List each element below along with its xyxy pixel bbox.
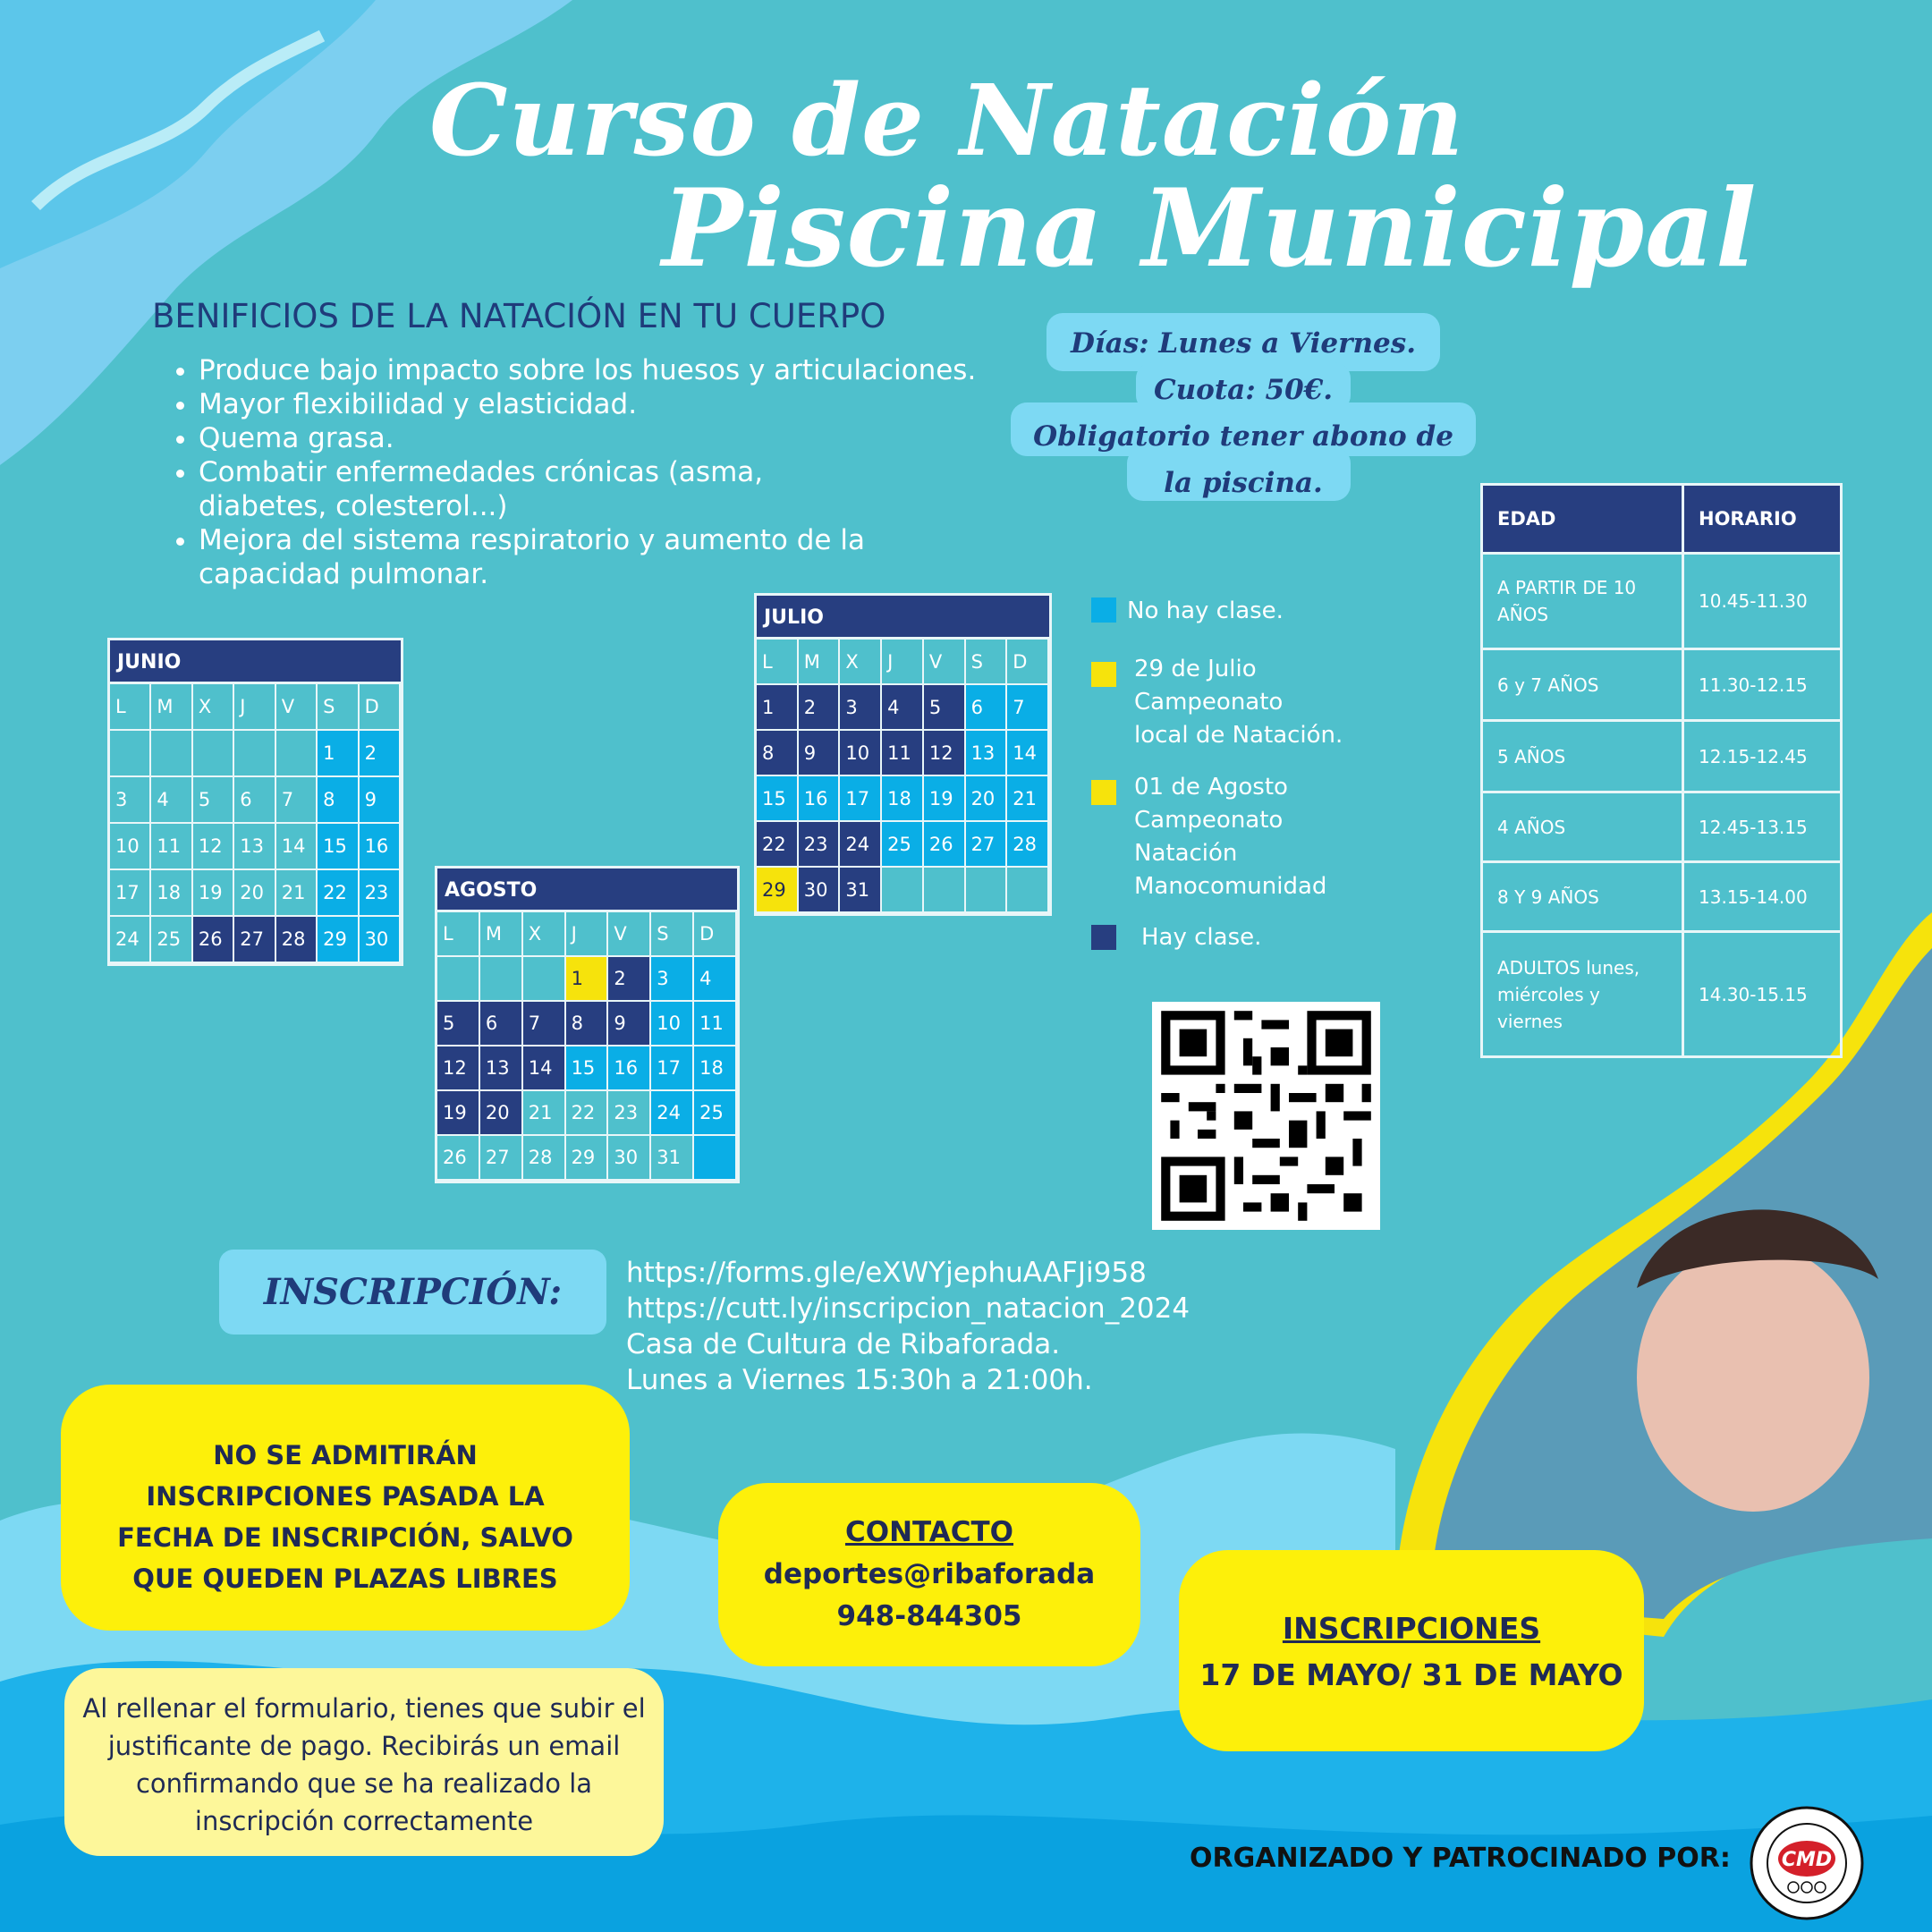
cmd-logo bbox=[1749, 1805, 1865, 1921]
calendar-day: 19 bbox=[437, 1091, 480, 1136]
inscription-link-cutt[interactable]: https://cutt.ly/inscripcion_natacion_2024 bbox=[626, 1292, 1191, 1325]
schedule-row bbox=[1482, 932, 1842, 1057]
calendar-day: 18 bbox=[151, 870, 192, 917]
benefit-item: • Combatir enfermedades crónicas (asma, diabetes, colesterol...) bbox=[199, 455, 771, 523]
inscription-place: Casa de Cultura de Ribaforada. bbox=[626, 1328, 1061, 1360]
calendar-grid bbox=[437, 912, 737, 1181]
calendar-day: 12 bbox=[924, 731, 966, 776]
schedule-time: 11.30-12.15 bbox=[1683, 649, 1842, 721]
schedule-row bbox=[1482, 792, 1842, 862]
schedule-age: 5 AÑOS bbox=[1482, 721, 1683, 792]
calendar-day: 2 bbox=[799, 685, 841, 731]
benefits-heading: BENIFICIOS DE LA NATACIÓN EN TU CUERPO bbox=[152, 297, 886, 335]
calendar-day: 24 bbox=[651, 1091, 694, 1136]
benefit-item: • Mayor flexibilidad y elasticidad. bbox=[199, 387, 1030, 421]
schedule-row bbox=[1482, 721, 1842, 792]
calendar-grid bbox=[757, 640, 1049, 913]
calendar-day: 26 bbox=[924, 822, 966, 868]
calendar-day: 20 bbox=[966, 776, 1008, 822]
calendar-day: 23 bbox=[799, 822, 841, 868]
calendar-day: 21 bbox=[276, 870, 318, 917]
requirement-text: la piscina. bbox=[1164, 467, 1323, 499]
calendar-day: 27 bbox=[480, 1136, 523, 1181]
legend-event2-line: Manocomunidad bbox=[1134, 873, 1327, 900]
calendar-empty-cell bbox=[480, 957, 523, 1002]
legend-event1-line: Campeonato bbox=[1134, 689, 1284, 716]
calendar-day: 11 bbox=[151, 824, 192, 870]
calendar-month-name: JUNIO bbox=[110, 640, 401, 684]
calendar-day: 5 bbox=[924, 685, 966, 731]
swimmer-face bbox=[1637, 1243, 1869, 1512]
calendar-day: 12 bbox=[437, 1046, 480, 1091]
calendar-month-name: JULIO bbox=[757, 596, 1049, 640]
calendar-day: 25 bbox=[882, 822, 924, 868]
calendar-day: 2 bbox=[608, 957, 651, 1002]
calendar-day: 7 bbox=[276, 777, 318, 824]
calendar-empty-cell bbox=[151, 731, 192, 777]
calendar-day: 7 bbox=[523, 1002, 566, 1046]
calendar-day: 16 bbox=[799, 776, 841, 822]
calendar-day-header: S bbox=[966, 640, 1008, 685]
calendar-day: 8 bbox=[318, 777, 359, 824]
legend-event1-date: 29 de Julio bbox=[1134, 656, 1257, 682]
calendar-day: 26 bbox=[437, 1136, 480, 1181]
calendar-day-header: X bbox=[193, 684, 234, 731]
calendar-day: 1 bbox=[757, 685, 799, 731]
info-text bbox=[1011, 320, 1476, 506]
calendar-day-header: J bbox=[234, 684, 275, 731]
calendar-day: 22 bbox=[757, 822, 799, 868]
calendar-day: 6 bbox=[480, 1002, 523, 1046]
schedule-time: 14.30-15.15 bbox=[1683, 932, 1842, 1057]
inscription-label: INSCRIPCIÓN: bbox=[263, 1271, 563, 1313]
contact-phone[interactable]: 948-844305 bbox=[836, 1600, 1022, 1632]
calendar-day: 31 bbox=[840, 868, 882, 913]
cmd-logo-text: CMD bbox=[1781, 1849, 1833, 1871]
calendar-empty-cell bbox=[924, 868, 966, 913]
schedule-time: 12.15-12.45 bbox=[1683, 721, 1842, 792]
benefit-item: • Produce bajo impacto sobre los huesos y articulaciones. bbox=[199, 353, 1030, 387]
calendar-empty-cell bbox=[694, 1136, 737, 1181]
schedule-header-age: EDAD bbox=[1482, 485, 1683, 554]
calendar-day: 17 bbox=[651, 1046, 694, 1091]
calendar-day: 12 bbox=[193, 824, 234, 870]
calendar-day: 3 bbox=[110, 777, 151, 824]
legend-event2-date: 01 de Agosto bbox=[1134, 774, 1288, 801]
calendar-day: 8 bbox=[757, 731, 799, 776]
calendar-day: 5 bbox=[437, 1002, 480, 1046]
calendar-day: 3 bbox=[840, 685, 882, 731]
legend-event2-swatch bbox=[1091, 780, 1116, 805]
calendar-day-header: X bbox=[523, 912, 566, 957]
calendar-day: 11 bbox=[882, 731, 924, 776]
calendar-day: 20 bbox=[234, 870, 275, 917]
schedule-row bbox=[1482, 554, 1842, 649]
calendar-empty-cell bbox=[966, 868, 1008, 913]
calendar-day: 18 bbox=[694, 1046, 737, 1091]
calendar-day: 26 bbox=[193, 917, 234, 963]
calendar-day: 30 bbox=[799, 868, 841, 913]
calendar-day: 17 bbox=[840, 776, 882, 822]
calendar-day: 6 bbox=[234, 777, 275, 824]
calendar-day-header: M bbox=[151, 684, 192, 731]
title-line-2: Piscina Municipal bbox=[662, 165, 1758, 292]
info-box bbox=[1011, 313, 1476, 505]
calendar-day: 5 bbox=[193, 777, 234, 824]
calendar-empty-cell bbox=[1007, 868, 1049, 913]
schedule-age: ADULTOS lunes, miércoles y viernes bbox=[1482, 932, 1683, 1057]
calendar-day: 22 bbox=[566, 1091, 609, 1136]
schedule-time: 10.45-11.30 bbox=[1683, 554, 1842, 649]
calendar-day: 4 bbox=[882, 685, 924, 731]
calendar-day: 8 bbox=[566, 1002, 609, 1046]
calendar-day: 3 bbox=[651, 957, 694, 1002]
calendar-day: 30 bbox=[608, 1136, 651, 1181]
legend-event1 bbox=[1134, 653, 1343, 752]
schedule-header-time: HORARIO bbox=[1683, 485, 1842, 554]
calendar-month-name: AGOSTO bbox=[437, 869, 737, 912]
calendar-day-header: D bbox=[1007, 640, 1049, 685]
calendar-day: 29 bbox=[757, 868, 799, 913]
title-line-1: Curso de Natación bbox=[429, 63, 1465, 178]
calendar-junio bbox=[107, 638, 403, 966]
requirement-text: Obligatorio tener abono de bbox=[1033, 420, 1453, 453]
schedule-time: 13.15-14.00 bbox=[1683, 862, 1842, 932]
warning-text: NO SE ADMITIRÁN INSCRIPCIONES PASADA LA FECHA DE INSCRIPCIÓN, SALVO QUE QUEDEN PLAZAS LIBRES bbox=[117, 1440, 573, 1594]
schedule-age: 4 AÑOS bbox=[1482, 792, 1683, 862]
calendar-day: 23 bbox=[360, 870, 401, 917]
calendar-day-header: J bbox=[882, 640, 924, 685]
calendar-day: 14 bbox=[523, 1046, 566, 1091]
calendar-day-header: S bbox=[651, 912, 694, 957]
calendar-day: 24 bbox=[110, 917, 151, 963]
calendar-day: 30 bbox=[360, 917, 401, 963]
calendar-day: 17 bbox=[110, 870, 151, 917]
calendar-day-header: L bbox=[437, 912, 480, 957]
calendar-day: 19 bbox=[924, 776, 966, 822]
schedule-age: 6 y 7 AÑOS bbox=[1482, 649, 1683, 721]
registration-dates-box bbox=[1179, 1550, 1644, 1751]
calendar-day: 22 bbox=[318, 870, 359, 917]
calendar-day: 18 bbox=[882, 776, 924, 822]
calendar-day: 28 bbox=[276, 917, 318, 963]
calendar-day: 11 bbox=[694, 1002, 737, 1046]
calendar-day-header: M bbox=[799, 640, 841, 685]
legend-class: Hay clase. bbox=[1141, 924, 1262, 951]
schedule-age: 8 Y 9 AÑOS bbox=[1482, 862, 1683, 932]
calendar-day-header: X bbox=[840, 640, 882, 685]
qr-code[interactable] bbox=[1152, 1002, 1380, 1230]
inscription-link-forms[interactable]: https://forms.gle/eXWYjephuAAFJi958 bbox=[626, 1257, 1147, 1289]
schedule-row bbox=[1482, 649, 1842, 721]
schedule-row bbox=[1482, 862, 1842, 932]
calendar-day-header: V bbox=[924, 640, 966, 685]
legend-event2 bbox=[1134, 771, 1326, 903]
calendar-empty-cell bbox=[437, 957, 480, 1002]
calendar-day: 15 bbox=[566, 1046, 609, 1091]
calendar-day-header: L bbox=[757, 640, 799, 685]
organizer-label: ORGANIZADO Y PATROCINADO POR: bbox=[1190, 1843, 1731, 1874]
contact-box bbox=[718, 1483, 1140, 1666]
calendar-day: 31 bbox=[651, 1136, 694, 1181]
legend-no-class: No hay clase. bbox=[1127, 597, 1284, 624]
calendar-day: 7 bbox=[1007, 685, 1049, 731]
contact-email[interactable]: deportes@ribaforada bbox=[763, 1558, 1096, 1590]
calendar-empty-cell bbox=[882, 868, 924, 913]
calendar-day: 28 bbox=[1007, 822, 1049, 868]
calendar-day: 28 bbox=[523, 1136, 566, 1181]
calendar-day: 19 bbox=[193, 870, 234, 917]
calendar-day-header: V bbox=[608, 912, 651, 957]
calendar-day-header: S bbox=[318, 684, 359, 731]
calendar-day: 13 bbox=[480, 1046, 523, 1091]
calendar-day: 13 bbox=[234, 824, 275, 870]
calendar-agosto bbox=[435, 866, 740, 1183]
calendar-day: 24 bbox=[840, 822, 882, 868]
payment-note-text: Al rellenar el formulario, tienes que subir el justificante de pago. Recibirás un email confirmando que se ha realizado la inscripción correctamente bbox=[82, 1693, 646, 1836]
calendar-day: 21 bbox=[523, 1091, 566, 1136]
calendar-day: 23 bbox=[608, 1091, 651, 1136]
calendar-day: 29 bbox=[566, 1136, 609, 1181]
calendar-grid bbox=[110, 684, 401, 963]
contact-heading: CONTACTO bbox=[844, 1516, 1014, 1548]
schedule-header-row bbox=[1482, 485, 1842, 554]
benefit-item: • Mejora del sistema respiratorio y aumento de la capacidad pulmonar. bbox=[199, 523, 914, 591]
calendar-julio bbox=[754, 593, 1052, 916]
calendar-day-header: D bbox=[360, 684, 401, 731]
calendar-day-header: D bbox=[694, 912, 737, 957]
calendar-empty-cell bbox=[523, 957, 566, 1002]
calendar-day: 4 bbox=[151, 777, 192, 824]
calendar-day: 1 bbox=[318, 731, 359, 777]
calendar-day: 14 bbox=[1007, 731, 1049, 776]
calendar-empty-cell bbox=[276, 731, 318, 777]
calendar-day: 9 bbox=[799, 731, 841, 776]
schedule-age: A PARTIR DE 10 AÑOS bbox=[1482, 554, 1683, 649]
legend-class-swatch bbox=[1091, 925, 1116, 950]
legend-event2-line: Campeonato bbox=[1134, 807, 1284, 834]
calendar-day-header: J bbox=[566, 912, 609, 957]
calendar-day: 15 bbox=[318, 824, 359, 870]
calendar-empty-cell bbox=[193, 731, 234, 777]
legend-no-class-swatch bbox=[1091, 597, 1116, 623]
calendar-day: 29 bbox=[318, 917, 359, 963]
calendar-empty-cell bbox=[110, 731, 151, 777]
benefit-item: • Quema grasa. bbox=[199, 421, 1030, 455]
calendar-day: 10 bbox=[110, 824, 151, 870]
calendar-day: 10 bbox=[651, 1002, 694, 1046]
calendar-day: 16 bbox=[608, 1046, 651, 1091]
registration-heading: INSCRIPCIONES bbox=[1282, 1611, 1541, 1646]
calendar-day: 25 bbox=[151, 917, 192, 963]
calendar-day: 1 bbox=[566, 957, 609, 1002]
calendar-empty-cell bbox=[234, 731, 275, 777]
calendar-day: 16 bbox=[360, 824, 401, 870]
calendar-day-header: L bbox=[110, 684, 151, 731]
calendar-day: 21 bbox=[1007, 776, 1049, 822]
inscription-hours: Lunes a Viernes 15:30h a 21:00h. bbox=[626, 1364, 1093, 1396]
calendar-day: 27 bbox=[966, 822, 1008, 868]
calendar-day: 2 bbox=[360, 731, 401, 777]
days-text: Días: Lunes a Viernes. bbox=[1070, 327, 1416, 360]
calendar-day: 14 bbox=[276, 824, 318, 870]
calendar-day: 13 bbox=[966, 731, 1008, 776]
calendar-day-header: V bbox=[276, 684, 318, 731]
benefits-list bbox=[161, 353, 1030, 591]
legend-event1-line: local de Natación. bbox=[1134, 722, 1343, 749]
calendar-day: 27 bbox=[234, 917, 275, 963]
calendar-day: 10 bbox=[840, 731, 882, 776]
fee-text: Cuota: 50€. bbox=[1153, 374, 1334, 406]
calendar-day: 9 bbox=[360, 777, 401, 824]
warning-box bbox=[61, 1385, 630, 1631]
legend-event2-line: Natación bbox=[1134, 840, 1238, 867]
legend-event1-swatch bbox=[1091, 662, 1116, 687]
schedule-table bbox=[1480, 483, 1843, 1058]
payment-note-box bbox=[64, 1668, 664, 1856]
calendar-day: 4 bbox=[694, 957, 737, 1002]
calendar-day: 20 bbox=[480, 1091, 523, 1136]
calendar-day: 9 bbox=[608, 1002, 651, 1046]
calendar-day: 25 bbox=[694, 1091, 737, 1136]
calendar-day: 6 bbox=[966, 685, 1008, 731]
registration-range: 17 DE MAYO/ 31 DE MAYO bbox=[1199, 1657, 1623, 1692]
calendar-day: 15 bbox=[757, 776, 799, 822]
schedule-time: 12.45-13.15 bbox=[1683, 792, 1842, 862]
calendar-day-header: M bbox=[480, 912, 523, 957]
